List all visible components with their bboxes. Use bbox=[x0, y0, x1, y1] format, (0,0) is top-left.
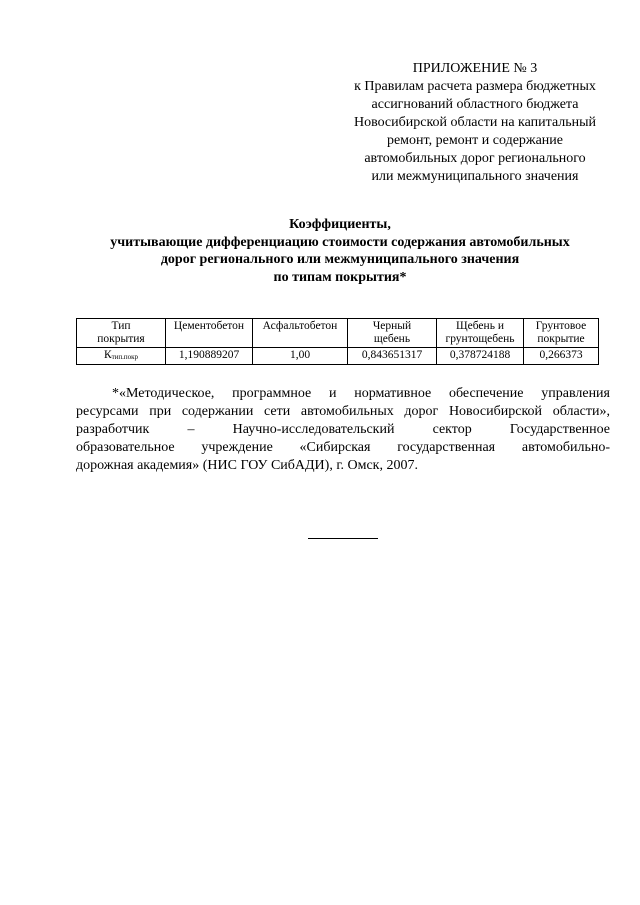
table-header-row bbox=[77, 319, 599, 348]
appendix-line: Новосибирской области на капитальный bbox=[353, 115, 597, 130]
footnote-line: образовательное учреждение «Сибирская государственная автомобильно- bbox=[76, 440, 610, 455]
appendix-line: или межмуниципального значения bbox=[371, 169, 579, 184]
end-divider bbox=[308, 538, 378, 539]
row-label-cell bbox=[77, 348, 166, 365]
footnote bbox=[76, 385, 610, 475]
table-cell: 0,378724188 bbox=[437, 348, 524, 365]
footnote-line: дорожная академия» (НИС ГОУ СибАДИ), г. Омск, 2007. bbox=[76, 458, 418, 473]
header-text: грунтощебень bbox=[445, 333, 515, 345]
header-text: Грунтовое bbox=[535, 320, 587, 332]
row-label-main: К bbox=[103, 349, 112, 361]
footnote-line: разработчик – Научно-исследовательский сектор Государственное bbox=[76, 422, 610, 437]
header-text: Цементобетон bbox=[173, 320, 245, 332]
header-text: щебень bbox=[373, 333, 411, 345]
column-header-asphalt bbox=[253, 319, 348, 348]
title-line: Коэффициенты, bbox=[289, 217, 391, 232]
appendix-line: ремонт, ремонт и содержание bbox=[386, 133, 564, 148]
column-header-gravel bbox=[437, 319, 524, 348]
header-text: Щебень и bbox=[456, 320, 504, 332]
header-text: Тип bbox=[111, 320, 131, 332]
row-label-subscript: тип.покр bbox=[111, 353, 139, 361]
column-header-cement bbox=[166, 319, 253, 348]
table-cell: 1,00 bbox=[253, 348, 348, 365]
appendix-header bbox=[330, 60, 620, 186]
column-header-black-gravel bbox=[348, 319, 437, 348]
appendix-line: ПРИЛОЖЕНИЕ № 3 bbox=[412, 61, 538, 76]
header-text: Асфальтобетон bbox=[262, 320, 338, 332]
document-title bbox=[40, 216, 640, 286]
table-cell: 0,266373 bbox=[524, 348, 599, 365]
title-line: по типам покрытия* bbox=[273, 269, 407, 285]
footnote-line: *«Методическое, программное и нормативное обеспечение управления bbox=[112, 386, 610, 401]
title-line: учитывающие дифференциацию стоимости содержания автомобильных bbox=[110, 234, 570, 250]
column-header-soil bbox=[524, 319, 599, 348]
column-header-type bbox=[77, 319, 166, 348]
header-text: покрытия bbox=[97, 333, 145, 345]
title-line: дорог регионального или межмуниципального значения bbox=[160, 252, 520, 267]
appendix-line: к Правилам расчета размера бюджетных bbox=[354, 79, 596, 94]
footnote-line: ресурсами при содержании сети автомобильных дорог Новосибирской области», bbox=[76, 404, 610, 419]
table-row bbox=[77, 348, 599, 365]
appendix-line: ассигнований областного бюджета bbox=[371, 97, 579, 112]
appendix-line: автомобильных дорог регионального bbox=[364, 151, 586, 166]
table-cell: 1,190889207 bbox=[166, 348, 253, 365]
table-cell: 0,843651317 bbox=[348, 348, 437, 365]
coefficient-table bbox=[76, 318, 599, 365]
header-text: покрытие bbox=[537, 333, 585, 345]
header-text: Черный bbox=[372, 320, 412, 332]
